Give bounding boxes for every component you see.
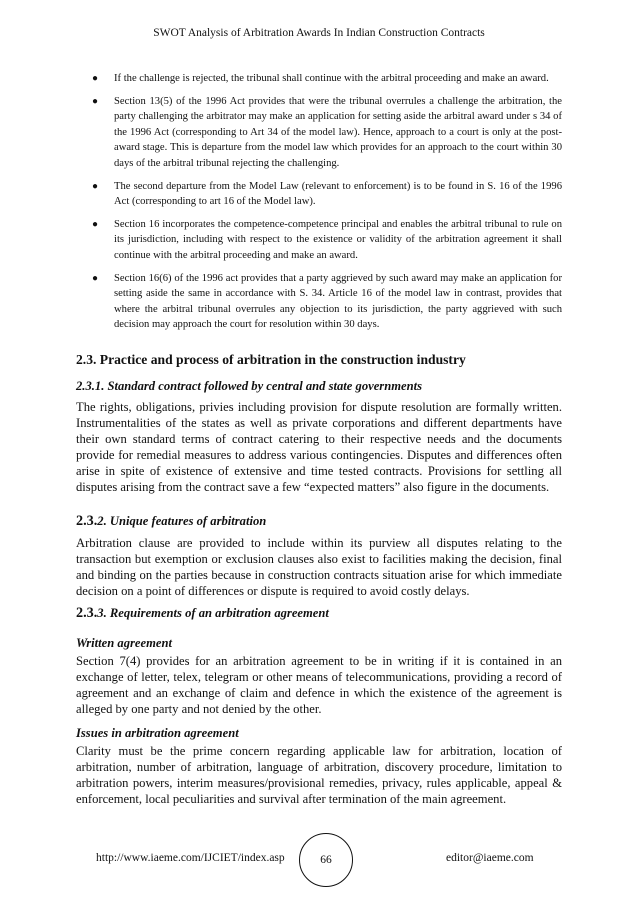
subsection-heading [76,605,562,622]
subsection-heading [76,513,562,530]
list-item-text: Section 13(5) of the 1996 Act provides that were the tribunal overrules a challenge the arbitration, the party challenging the arbitrator may make an application for setting aside the arbitral award under s 34 of the 1996 Act (corresponding to Art 34 of the model law). Hence, approach to a court is only at the post-award stage. This is departure from the model law which provides for an approach to the court within 30 days of the arbitral tribunal rejecting the challenging. [114,95,562,169]
list-item-text: If the challenge is rejected, the tribunal shall continue with the arbitral proceeding and make an award. [114,73,549,84]
bullet-icon: ● [92,73,99,84]
subsection-number: 2.3. [76,605,98,621]
bullet-icon: ● [92,180,99,192]
subsection-title: 2. Unique features of arbitration [97,514,267,528]
bullet-icon: ● [92,218,99,230]
subsection-requirements [76,605,562,622]
subsection-standard-contract [76,379,562,496]
list-item-text: The second departure from the Model Law (relevant to enforcement) is to be found in S. 16 of the 1996 Act (corresponding to art 16 of the Model law). [114,180,562,208]
page-number: 66 [320,854,332,866]
bullet-icon: ● [92,95,99,107]
subsection-number: 2.3. [76,513,98,529]
subsection-heading: 2.3.1. Standard contract followed by central and state governments [76,379,422,393]
list-item-text: Section 16 incorporates the competence-competence principal and enables the arbitral tribunal to rule on its jurisdiction, including with respect to the existence or validity of the arbitration agreement it shall continue with the arbitral proceeding and make an award. [114,218,562,261]
list-item [92,94,562,172]
footer-email-link[interactable]: editor@iaeme.com [446,852,534,864]
section-heading: 2.3. Practice and process of arbitration in the construction industry [76,352,466,367]
paragraph: Section 7(4) provides for an arbitration agreement to be in writing if it is contained in an exchange of letter, telex, telegram or other means of telecommunications, providing a record of agreement and an exchange of claim and defence in which the existence of the agreement is alleged by one party and not denied by the other. [76,654,562,717]
footer-url-link[interactable]: http://www.iaeme.com/IJCIET/index.asp [96,852,285,864]
paragraph: The rights, obligations, privies including provision for dispute resolution are formally written. Instrumentalities of the states as well as private corporations and different departments have their own standard terms of contract catering to their respective needs and the documents provide for remedial measures to address various contingencies. Disputes and differences often arise in spite of existence of extensive and time tested contracts. Provisions for settling all disputes arising from the contract save a few “expected matters” also figure in the documents. [76,400,562,495]
section-heading-block [76,352,562,368]
list-item [92,179,562,210]
bullet-icon: ● [92,272,99,284]
list-item-text: Section 16(6) of the 1996 act provides that a party aggrieved by such award may make an application for setting aside the same in accordance with S. 34. Article 16 of the model law in contrast, provides that where the arbitral tribunal overrules any objection to its jurisdiction, the party aggrieved with such decision may approach the court for resolution within 30 days. [114,272,562,331]
paragraph: Clarity must be the prime concern regarding applicable law for arbitration, location of arbitration, number of arbitration, language of arbitration, discovery procedure, limitation to arbitration powers, interim measures/provisional remedies, privacy, rules applicable, appeal & enforcement, local peculiarities and survival after termination of the main agreement. [76,744,562,807]
paragraph: Arbitration clause are provided to include within its purview all disputes relating to the transaction but exemption or exclusion clauses also exist to facilities making the decision, final and binding on the parties because in construction contracts situation arise for which immediate decision on a point of differences or dispute is required to avoid costly delays. [76,536,562,599]
list-item [92,71,562,87]
subsection-unique-features [76,513,562,599]
issues-block [76,726,562,807]
bullet-list [92,71,562,340]
list-item [92,217,562,264]
page-footer [0,847,638,877]
page-number-badge [299,833,353,887]
subheading-written-agreement: Written agreement [76,636,172,650]
subsection-title: 3. Requirements of an arbitration agreement [97,606,329,620]
list-item [92,271,562,333]
subheading-issues: Issues in arbitration agreement [76,726,239,740]
written-agreement-block [76,636,562,717]
running-header: SWOT Analysis of Arbitration Awards In Indian Construction Contracts [153,27,485,39]
